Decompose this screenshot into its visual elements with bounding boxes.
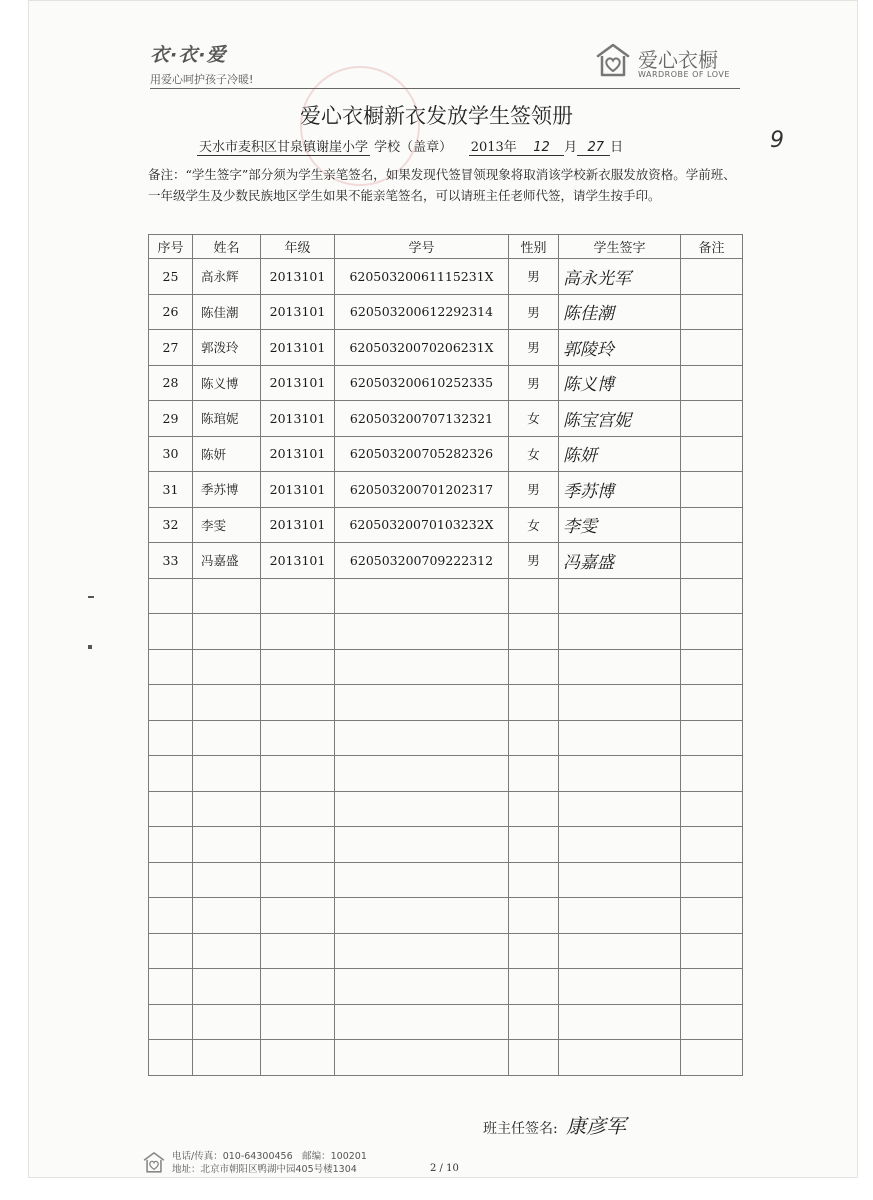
empty-cell xyxy=(335,756,509,792)
empty-cell xyxy=(335,649,509,685)
student-signature: 陈宝宫妮 xyxy=(559,401,681,437)
empty-cell xyxy=(193,649,261,685)
empty-cell xyxy=(335,898,509,934)
table-row xyxy=(149,365,743,401)
table-row xyxy=(149,472,743,508)
grade: 2013101 xyxy=(261,259,335,295)
empty-table-row xyxy=(149,1040,743,1076)
student-signature: 李雯 xyxy=(559,507,681,543)
empty-cell xyxy=(261,756,335,792)
teacher-sign-label: 班主任签名: xyxy=(483,1121,558,1137)
teacher-signature: 康彦军 xyxy=(566,1114,627,1138)
empty-cell xyxy=(509,898,559,934)
column-header: 序号 xyxy=(149,235,193,259)
page-number: 2 / 10 xyxy=(430,1163,459,1174)
column-header: 性别 xyxy=(509,235,559,259)
student-signature: 陈妍 xyxy=(559,436,681,472)
gender: 男 xyxy=(509,259,559,295)
empty-cell xyxy=(193,862,261,898)
header-divider xyxy=(150,88,740,89)
gender: 男 xyxy=(509,330,559,366)
student-signature: 高永光军 xyxy=(559,259,681,295)
empty-table-row xyxy=(149,756,743,792)
empty-cell xyxy=(149,720,193,756)
empty-cell xyxy=(193,614,261,650)
row-number: 32 xyxy=(149,507,193,543)
empty-cell xyxy=(149,827,193,863)
student-name: 冯嘉盛 xyxy=(193,543,261,579)
empty-cell xyxy=(559,1004,681,1040)
student-signature: 陈佳潮 xyxy=(559,294,681,330)
empty-cell xyxy=(149,969,193,1005)
empty-cell xyxy=(509,791,559,827)
student-id: 620503200709222312 xyxy=(335,543,509,579)
column-header: 年级 xyxy=(261,235,335,259)
student-signature: 陈义博 xyxy=(559,365,681,401)
student-name: 陈妍 xyxy=(193,436,261,472)
empty-table-row xyxy=(149,969,743,1005)
scan-mark xyxy=(88,596,94,598)
row-number: 27 xyxy=(149,330,193,366)
gender: 男 xyxy=(509,543,559,579)
scan-mark xyxy=(88,645,92,649)
student-name: 李雯 xyxy=(193,507,261,543)
empty-cell xyxy=(149,933,193,969)
footer-address: 地址：北京市朝阳区鸭湖中园405号楼1304 xyxy=(172,1164,357,1175)
empty-cell xyxy=(149,1040,193,1076)
grade: 2013101 xyxy=(261,401,335,437)
empty-cell xyxy=(559,933,681,969)
row-number: 29 xyxy=(149,401,193,437)
row-number: 25 xyxy=(149,259,193,295)
empty-cell xyxy=(193,1040,261,1076)
grade: 2013101 xyxy=(261,436,335,472)
empty-cell xyxy=(261,898,335,934)
empty-cell xyxy=(509,1040,559,1076)
empty-cell xyxy=(559,898,681,934)
footer-contact xyxy=(140,1150,440,1176)
empty-cell xyxy=(335,933,509,969)
grade: 2013101 xyxy=(261,543,335,579)
instruction-note: 备注：“学生签字”部分须为学生亲笔签名，如果发现代签冒领现象将取消该学校新衣服发放资格。学前班、一年级学生及少数民族地区学生如果不能亲笔签名，可以请班主任老师代签，请学生按手印。 xyxy=(148,167,736,203)
remark xyxy=(681,436,743,472)
empty-cell xyxy=(149,862,193,898)
handwritten-page-mark: 9 xyxy=(770,128,784,153)
teacher-sign xyxy=(483,1110,626,1139)
column-header: 学号 xyxy=(335,235,509,259)
empty-cell xyxy=(681,1004,743,1040)
student-name: 陈琯妮 xyxy=(193,401,261,437)
empty-cell xyxy=(261,614,335,650)
empty-cell xyxy=(559,720,681,756)
page-margin-bottom xyxy=(0,1178,873,1200)
remark xyxy=(681,294,743,330)
gender: 男 xyxy=(509,472,559,508)
grade: 2013101 xyxy=(261,365,335,401)
empty-cell xyxy=(559,685,681,721)
empty-table-row xyxy=(149,614,743,650)
empty-table-row xyxy=(149,898,743,934)
empty-cell xyxy=(193,578,261,614)
empty-table-row xyxy=(149,685,743,721)
student-name: 陈义博 xyxy=(193,365,261,401)
gender: 男 xyxy=(509,294,559,330)
empty-cell xyxy=(335,1004,509,1040)
empty-table-row xyxy=(149,720,743,756)
student-id: 620503200612292314 xyxy=(335,294,509,330)
empty-cell xyxy=(681,862,743,898)
student-signature: 冯嘉盛 xyxy=(559,543,681,579)
empty-cell xyxy=(149,1004,193,1040)
remark xyxy=(681,507,743,543)
empty-cell xyxy=(509,933,559,969)
column-header: 学生签字 xyxy=(559,235,681,259)
empty-cell xyxy=(559,614,681,650)
empty-cell xyxy=(509,969,559,1005)
student-name: 郭泼玲 xyxy=(193,330,261,366)
gender: 女 xyxy=(509,507,559,543)
empty-cell xyxy=(559,578,681,614)
empty-cell xyxy=(149,578,193,614)
school-suffix: 学校（盖章） xyxy=(374,140,453,155)
empty-table-row xyxy=(149,649,743,685)
empty-cell xyxy=(193,685,261,721)
brand-right-english: WARDROBE OF LOVE xyxy=(638,70,730,79)
student-id: 620503200705282326 xyxy=(335,436,509,472)
empty-cell xyxy=(193,720,261,756)
empty-cell xyxy=(261,1040,335,1076)
empty-cell xyxy=(261,827,335,863)
student-id: 62050320061115231X xyxy=(335,259,509,295)
table-row xyxy=(149,507,743,543)
empty-cell xyxy=(509,1004,559,1040)
empty-cell xyxy=(509,685,559,721)
school-name: 天水市麦积区甘泉镇谢崖小学 xyxy=(199,140,369,155)
signature-table xyxy=(148,234,743,1076)
empty-cell xyxy=(149,649,193,685)
empty-cell xyxy=(149,756,193,792)
empty-cell xyxy=(193,933,261,969)
page-title: 爱心衣橱新衣发放学生签领册 xyxy=(300,104,573,128)
empty-cell xyxy=(335,614,509,650)
empty-cell xyxy=(681,614,743,650)
empty-cell xyxy=(681,685,743,721)
empty-cell xyxy=(509,720,559,756)
brand-left xyxy=(150,40,253,87)
empty-cell xyxy=(193,791,261,827)
student-id: 620503200701202317 xyxy=(335,472,509,508)
footer-phone: 电话/传真：010-64300456 邮编：100201 xyxy=(172,1151,367,1162)
student-id: 620503200610252335 xyxy=(335,365,509,401)
empty-cell xyxy=(335,685,509,721)
table-row xyxy=(149,330,743,366)
table-row xyxy=(149,401,743,437)
empty-table-row xyxy=(149,862,743,898)
table-row xyxy=(149,294,743,330)
empty-cell xyxy=(261,862,335,898)
date-year: 2013年 xyxy=(470,140,517,155)
empty-cell xyxy=(261,685,335,721)
row-number: 30 xyxy=(149,436,193,472)
row-number: 26 xyxy=(149,294,193,330)
brand-slogan: 用爱心呵护孩子冷暖! xyxy=(150,73,254,86)
empty-table-row xyxy=(149,791,743,827)
empty-cell xyxy=(681,756,743,792)
remark xyxy=(681,330,743,366)
page-margin-right xyxy=(858,0,873,1200)
gender: 女 xyxy=(509,436,559,472)
empty-cell xyxy=(509,649,559,685)
empty-cell xyxy=(193,898,261,934)
school-line xyxy=(197,136,623,155)
column-header: 姓名 xyxy=(193,235,261,259)
empty-cell xyxy=(559,756,681,792)
remark xyxy=(681,401,743,437)
remark xyxy=(681,365,743,401)
empty-table-row xyxy=(149,578,743,614)
remark xyxy=(681,259,743,295)
row-number: 28 xyxy=(149,365,193,401)
grade: 2013101 xyxy=(261,330,335,366)
empty-cell xyxy=(681,720,743,756)
empty-cell xyxy=(681,578,743,614)
student-id: 62050320070103232X xyxy=(335,507,509,543)
empty-table-row xyxy=(149,1004,743,1040)
empty-table-row xyxy=(149,827,743,863)
remark xyxy=(681,543,743,579)
empty-cell xyxy=(261,578,335,614)
empty-cell xyxy=(681,791,743,827)
date-month: 12 xyxy=(533,140,550,155)
empty-cell xyxy=(335,791,509,827)
table-header-row xyxy=(149,235,743,259)
grade: 2013101 xyxy=(261,472,335,508)
remark xyxy=(681,472,743,508)
day-label: 日 xyxy=(610,140,624,155)
empty-cell xyxy=(559,969,681,1005)
empty-cell xyxy=(559,862,681,898)
table-body xyxy=(149,259,743,1076)
student-name: 高永辉 xyxy=(193,259,261,295)
empty-cell xyxy=(509,578,559,614)
empty-cell xyxy=(261,791,335,827)
empty-cell xyxy=(261,649,335,685)
brand-right-name: 爱心衣橱 xyxy=(638,48,718,72)
student-signature: 季苏博 xyxy=(559,472,681,508)
empty-cell xyxy=(149,898,193,934)
table-row xyxy=(149,259,743,295)
grade: 2013101 xyxy=(261,294,335,330)
empty-cell xyxy=(261,720,335,756)
empty-cell xyxy=(559,827,681,863)
student-id: 620503200707132321 xyxy=(335,401,509,437)
column-header: 备注 xyxy=(681,235,743,259)
empty-cell xyxy=(681,898,743,934)
empty-cell xyxy=(335,969,509,1005)
empty-cell xyxy=(335,862,509,898)
row-number: 33 xyxy=(149,543,193,579)
empty-cell xyxy=(335,720,509,756)
empty-cell xyxy=(335,1040,509,1076)
empty-cell xyxy=(509,827,559,863)
brand-name: 衣·衣·爱 xyxy=(150,44,227,66)
table-row xyxy=(149,543,743,579)
empty-cell xyxy=(509,862,559,898)
empty-cell xyxy=(193,969,261,1005)
gender: 女 xyxy=(509,401,559,437)
student-signature: 郭陵玲 xyxy=(559,330,681,366)
month-label: 月 xyxy=(564,140,578,155)
wardrobe-heart-icon xyxy=(594,42,632,80)
empty-cell xyxy=(261,969,335,1005)
empty-cell xyxy=(681,933,743,969)
empty-cell xyxy=(509,614,559,650)
empty-cell xyxy=(681,649,743,685)
empty-cell xyxy=(261,933,335,969)
student-id: 62050320070206231X xyxy=(335,330,509,366)
brand-logo xyxy=(594,42,754,82)
gender: 男 xyxy=(509,365,559,401)
grade: 2013101 xyxy=(261,507,335,543)
student-name: 陈佳潮 xyxy=(193,294,261,330)
empty-cell xyxy=(681,827,743,863)
empty-cell xyxy=(193,827,261,863)
empty-cell xyxy=(149,791,193,827)
empty-cell xyxy=(681,969,743,1005)
student-name: 季苏博 xyxy=(193,472,261,508)
date-day: 27 xyxy=(587,140,604,155)
empty-cell xyxy=(193,756,261,792)
empty-table-row xyxy=(149,933,743,969)
empty-cell xyxy=(261,1004,335,1040)
empty-cell xyxy=(509,756,559,792)
empty-cell xyxy=(335,827,509,863)
empty-cell xyxy=(559,1040,681,1076)
empty-cell xyxy=(681,1040,743,1076)
empty-cell xyxy=(149,685,193,721)
table-row xyxy=(149,436,743,472)
row-number: 31 xyxy=(149,472,193,508)
empty-cell xyxy=(335,578,509,614)
empty-cell xyxy=(559,791,681,827)
empty-cell xyxy=(559,649,681,685)
empty-cell xyxy=(193,1004,261,1040)
empty-cell xyxy=(149,614,193,650)
